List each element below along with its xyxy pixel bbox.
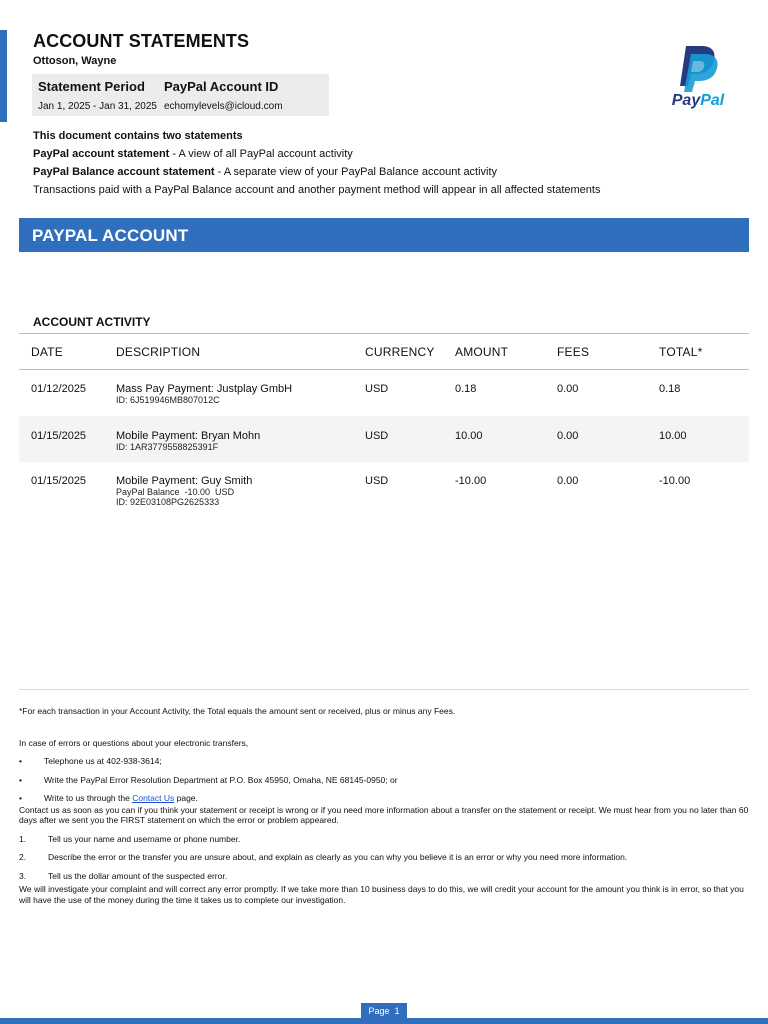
- paypal-logo-icon: [660, 44, 736, 110]
- intro-line-2: [33, 163, 600, 181]
- footer-divider: [19, 689, 749, 690]
- table-header: [19, 333, 749, 370]
- table-row: [19, 416, 749, 462]
- errors-intro: In case of errors or questions about your electronic transfers,: [19, 737, 249, 748]
- row-amount: 0.18: [455, 383, 477, 395]
- row-transaction-id: ID: 1AR3779558825391F: [116, 442, 219, 452]
- contact-paragraph: Contact us as soon as you can if you think your statement or receipt is wrong or if you need more information about a transfer on the statement or receipt. We must hear from you no later than 60 days after we sent you the FIRST statement on which the error or problem appeared.: [19, 804, 749, 825]
- row-total: -10.00: [659, 475, 691, 487]
- left-accent-bar: [0, 30, 7, 122]
- closing-paragraph: We will investigate your complaint and will correct any error promptly. If we take more than 10 business days to do this, we will credit your account for the amount you think is in error, so that you will have the use of the money during the time it takes us to complete our investigation.: [19, 884, 744, 905]
- row-date: 01/15/2025: [31, 475, 87, 487]
- row-description-text: Mobile Payment: Guy Smith: [116, 475, 253, 487]
- column-header-currency: CURRENCY: [365, 345, 435, 359]
- row-total: 0.18: [659, 383, 681, 395]
- account-id-label: PayPal Account ID: [164, 79, 279, 94]
- row-date: 01/12/2025: [31, 383, 87, 395]
- row-currency: USD: [365, 383, 389, 395]
- contact-bullet-phone-text: Telephone us at 402-938-3614;: [44, 756, 162, 766]
- row-description: [116, 430, 260, 452]
- column-header-amount: AMOUNT: [455, 345, 509, 359]
- step-1: 1. Tell us your name and username or phone number.: [19, 833, 241, 844]
- account-id-value: echomylevels@icloud.com: [164, 101, 283, 112]
- statement-info-box: [32, 74, 329, 116]
- row-description-text: Mass Pay Payment: Justplay GmbH: [116, 383, 293, 395]
- section-title: PAYPAL ACCOUNT: [32, 226, 189, 245]
- intro-line-1-bold: PayPal account statement: [33, 148, 170, 160]
- intro-heading: This document contains two statements: [33, 130, 243, 142]
- paypal-logo-text: PayPal: [671, 92, 725, 109]
- row-fees: 0.00: [557, 383, 579, 395]
- intro-block: [33, 127, 600, 199]
- contact-bullet-web-suffix: page.: [174, 793, 198, 803]
- activity-table: [19, 333, 749, 520]
- row-fees: 0.00: [557, 430, 579, 442]
- column-header-fees: FEES: [557, 345, 590, 359]
- intro-line-2-bold: PayPal Balance account statement: [33, 166, 215, 178]
- row-transaction-id: ID: 92E03108PG2625333: [116, 497, 220, 507]
- contact-bullet-mail-text: Write the PayPal Error Resolution Department at P.O. Box 45950, Omaha, NE 68145-0950; or: [44, 774, 398, 785]
- row-currency: USD: [365, 430, 389, 442]
- contact-us-link[interactable]: Contact Us: [132, 793, 175, 803]
- page-number: Page 1: [361, 1003, 407, 1020]
- footer-disclosures: [19, 706, 751, 905]
- intro-line-3: Transactions paid with a PayPal Balance account and another payment method will appear in all affected statements: [33, 184, 601, 196]
- column-header-description: DESCRIPTION: [116, 345, 201, 359]
- step-2-text: Describe the error or the transfer you are unsure about, and explain as clearly as you can why you believe it is an error or why you need more information.: [48, 852, 628, 862]
- table-row: [19, 462, 749, 520]
- account-activity-title: ACCOUNT ACTIVITY: [33, 315, 151, 329]
- bottom-accent-bar: [0, 1018, 768, 1024]
- row-currency: USD: [365, 475, 389, 487]
- column-header-total: TOTAL*: [659, 345, 703, 359]
- row-funding-source: PayPal Balance -10.00 USD: [116, 487, 235, 497]
- row-amount: -10.00: [455, 475, 487, 487]
- row-total: 10.00: [659, 430, 687, 442]
- step-3-text: Tell us the dollar amount of the suspected error.: [48, 870, 228, 881]
- row-fees: 0.00: [557, 475, 579, 487]
- contact-bullet-web: • Write to us through the Contact Us page.: [19, 793, 198, 803]
- row-description-text: Mobile Payment: Bryan Mohn: [116, 430, 261, 442]
- contact-bullet-phone: • Telephone us at 402-938-3614;: [19, 756, 162, 766]
- page-title: ACCOUNT STATEMENTS: [33, 31, 250, 51]
- section-header-paypal-account: [19, 218, 749, 252]
- paypal-logo: [660, 44, 736, 110]
- statement-period-label: Statement Period: [38, 79, 145, 94]
- row-amount: 10.00: [455, 430, 483, 442]
- row-description: [116, 475, 252, 507]
- row-transaction-id: ID: 6J519946MB807012C: [116, 395, 220, 405]
- row-date: 01/15/2025: [31, 430, 87, 442]
- column-header-date: DATE: [31, 345, 63, 359]
- contact-bullet-web-text: Write to us through the: [44, 793, 133, 803]
- statement-period-value: Jan 1, 2025 - Jan 31, 2025: [38, 101, 157, 112]
- step-3: 3. Tell us the dollar amount of the suspected error.: [19, 870, 228, 881]
- intro-line-1-rest: - A view of all PayPal account activity: [169, 148, 353, 160]
- step-1-text: Tell us your name and username or phone number.: [48, 833, 241, 844]
- step-2: 2. Describe the error or the transfer you are unsure about, and explain as clearly as you can why you believe it is an error or why you need more information.: [19, 852, 628, 862]
- intro-line-2-rest: - A separate view of your PayPal Balance account activity: [214, 166, 498, 178]
- total-footnote: *For each transaction in your Account Activity, the Total equals the amount sent or received, plus or minus any Fees.: [19, 706, 456, 716]
- row-description: [116, 383, 292, 405]
- intro-line-1: [33, 145, 600, 163]
- contact-bullet-mail: • Write the PayPal Error Resolution Department at P.O. Box 45950, Omaha, NE 68145-0950; or: [19, 774, 398, 785]
- account-holder-name: Ottoson, Wayne: [33, 55, 117, 67]
- table-row: [19, 370, 749, 416]
